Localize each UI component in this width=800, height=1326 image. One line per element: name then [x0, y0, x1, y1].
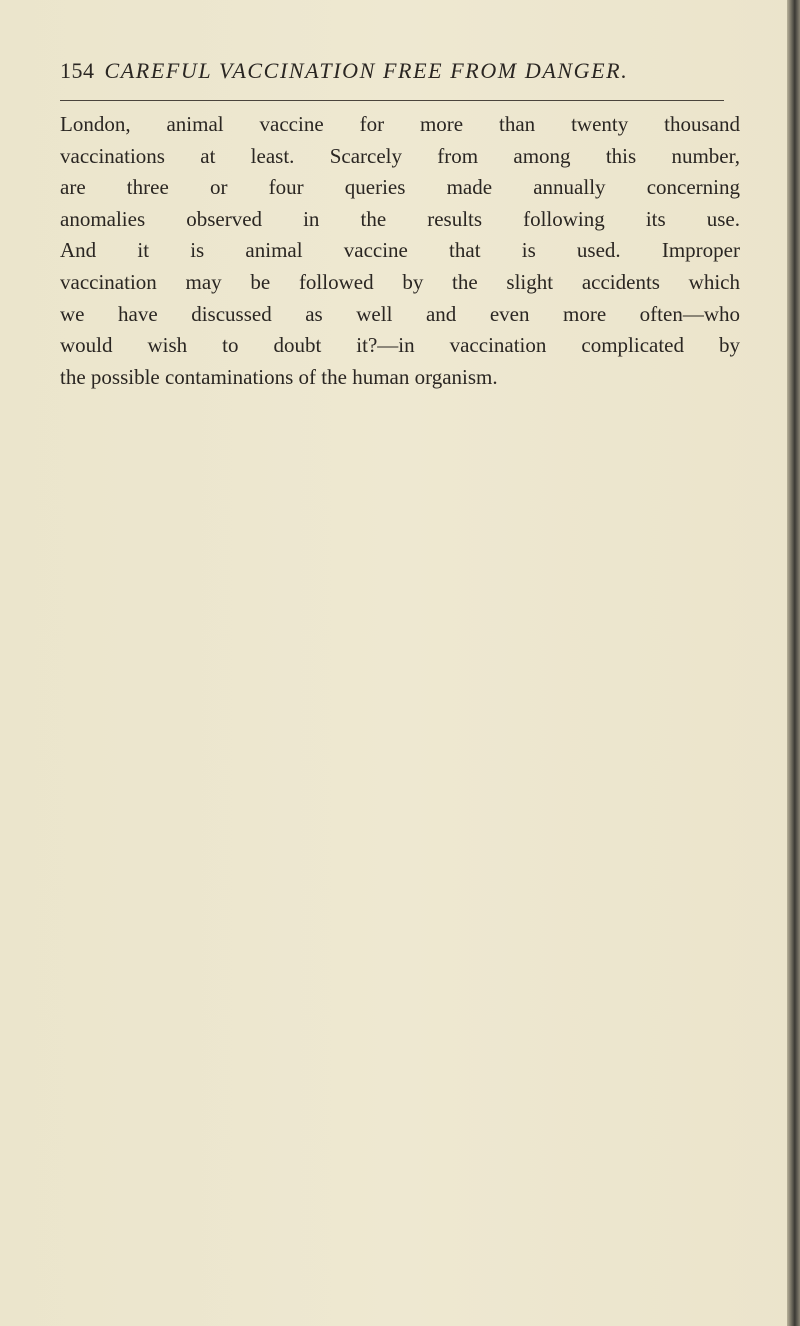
text-line: are three or four queries made annually concerning	[60, 175, 740, 200]
page-edge-shadow	[787, 0, 800, 1326]
body-paragraph	[60, 109, 740, 393]
text-line: vaccination may be followed by the slight accidents which	[60, 269, 740, 294]
text-line: vaccinations at least. Scarcely from among this number,	[60, 143, 740, 168]
text-line: we have discussed as well and even more often—who	[60, 301, 740, 326]
running-title: CAREFUL VACCINATION FREE FROM DANGER.	[104, 58, 629, 83]
text-line: anomalies observed in the results following its use.	[60, 206, 740, 231]
text-line: And it is animal vaccine that is used. Improper	[60, 238, 740, 263]
text-line: the possible contaminations of the human organism.	[60, 364, 498, 389]
page-number: 154	[60, 58, 95, 83]
text-line: London, animal vaccine for more than twenty thousand	[60, 112, 740, 136]
text-line: would wish to doubt it?—in vaccination complicated by	[60, 333, 740, 358]
running-head	[60, 58, 740, 92]
header-rule	[60, 100, 724, 101]
